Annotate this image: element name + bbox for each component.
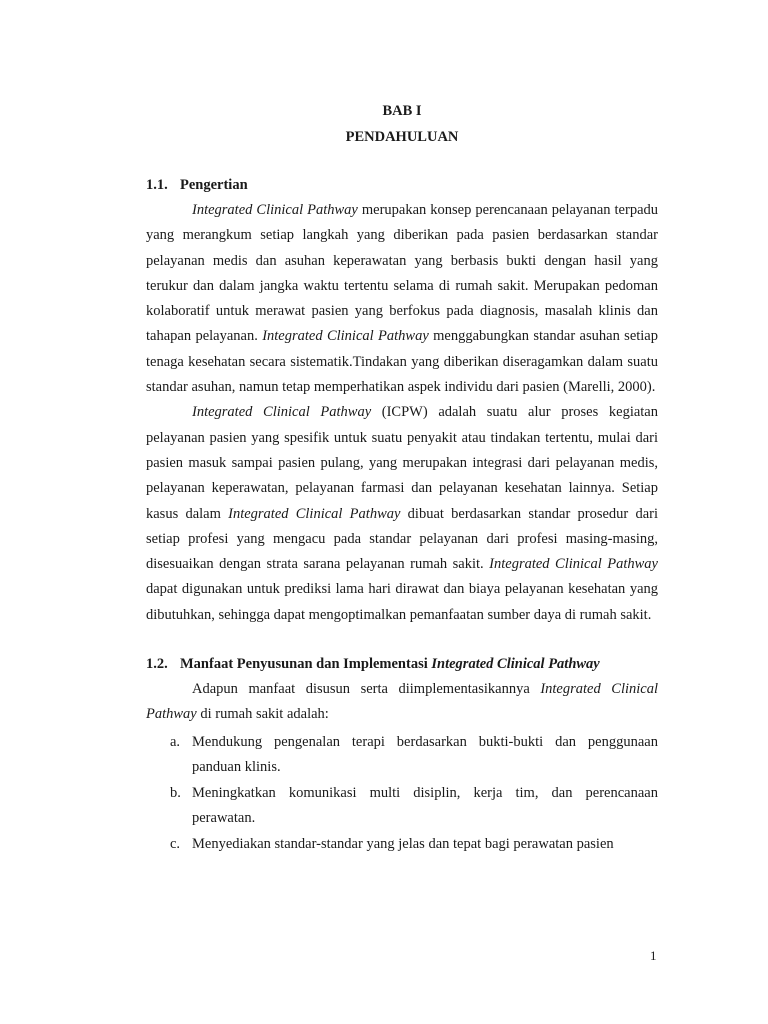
- paragraph-text: dapat digunakan untuk prediksi lama hari dirawat dan biaya pelayanan kesehatan yang dibutuhkan, sehingga dapat mengoptimalkan pemanfaatan sumber daya di rumah sakit.: [146, 581, 658, 623]
- list-marker: c.: [170, 835, 181, 852]
- list-marker: a.: [170, 733, 181, 750]
- section-heading-2: [146, 653, 658, 675]
- page-number: 1: [650, 948, 657, 963]
- term-icp: Integrated Clinical Pathway: [192, 202, 358, 218]
- section-number-1: 1.1.: [146, 177, 168, 193]
- paragraph-benefits-intro: [146, 677, 658, 728]
- chapter-number: BAB I: [382, 103, 422, 119]
- list-item-text: Menyediakan standar-standar yang jelas dan tepat bagi perawatan pasien: [192, 835, 614, 852]
- chapter-title: PENDAHULUAN: [345, 129, 459, 145]
- paragraph-text: Adapun manfaat disusun serta diimplementasikannya: [192, 681, 541, 698]
- term-icp: Integrated Clinical Pathway: [489, 556, 658, 573]
- list-item: [146, 781, 658, 831]
- section-title-2-italic: Integrated Clinical Pathway: [431, 656, 600, 673]
- section-title-1: Pengertian: [180, 177, 248, 193]
- list-item-text: Meningkatkan komunikasi multi disiplin, kerja tim, dan perencanaan perawatan.: [192, 784, 658, 826]
- paragraph-text: (ICPW) adalah suatu alur proses kegiatan pelayanan pasien yang spesifik untuk suatu penyakit atau tindakan tertentu, mulai dari pasien masuk sampai pasien pulang, yang merupakan integrasi dari pelayanan medis, pelayanan keperawatan, pelayanan farmasi dan pelayanan kesehatan lainnya. Setiap kasus dalam: [146, 404, 658, 522]
- benefits-list: [146, 730, 658, 857]
- paragraph-text: dibuat berdasarkan standar prosedur dari setiap profesi yang mengacu pada standar pelayanan dari profesi masing-masing, disesuaikan dengan strata sarana pelayanan rumah sakit.: [146, 505, 659, 573]
- list-marker: b.: [170, 784, 181, 801]
- section-heading-1: [146, 174, 658, 196]
- term-icp: Integrated Clinical Pathway: [146, 681, 659, 723]
- list-item: [146, 832, 658, 857]
- term-icp: Integrated Clinical Pathway: [228, 505, 401, 522]
- document-page: [146, 100, 658, 857]
- paragraph-definition-1: [146, 198, 658, 400]
- section-title-2: Manfaat Penyusunan dan Implementasi: [180, 656, 432, 673]
- term-icp: Integrated Clinical Pathway: [192, 404, 372, 421]
- paragraph-text: merupakan konsep perencanaan pelayanan terpadu yang merangkum setiap langkah yang diberikan pada pasien berdasarkan standar pelayanan medis dan asuhan keperawatan yang berbasis bukti dengan hasil yang terukur dan dalam jangka waktu tertentu selama di rumah sakit. Merupakan pedoman kolaboratif untuk merawat pasien yang berfokus pada diagnosis, masalah klinis dan tahapan pelayanan.: [146, 202, 659, 345]
- section-number-2: 1.2.: [146, 656, 168, 673]
- list-item-text: Mendukung pengenalan terapi berdasarkan bukti-bukti dan penggunaan panduan klinis.: [192, 733, 658, 775]
- term-icp: Integrated Clinical Pathway: [262, 328, 429, 345]
- list-item: [146, 730, 658, 780]
- paragraph-text: menggabungkan standar asuhan setiap tenaga kesehatan secara sistematik.Tindakan yang diberikan diseragamkan dalam suatu standar asuhan, namun tetap memperhatikan aspek individu dari pasien (Marelli, 2000).: [146, 328, 658, 396]
- paragraph-text: di rumah sakit adalah:: [196, 706, 329, 723]
- paragraph-definition-2: [146, 400, 658, 628]
